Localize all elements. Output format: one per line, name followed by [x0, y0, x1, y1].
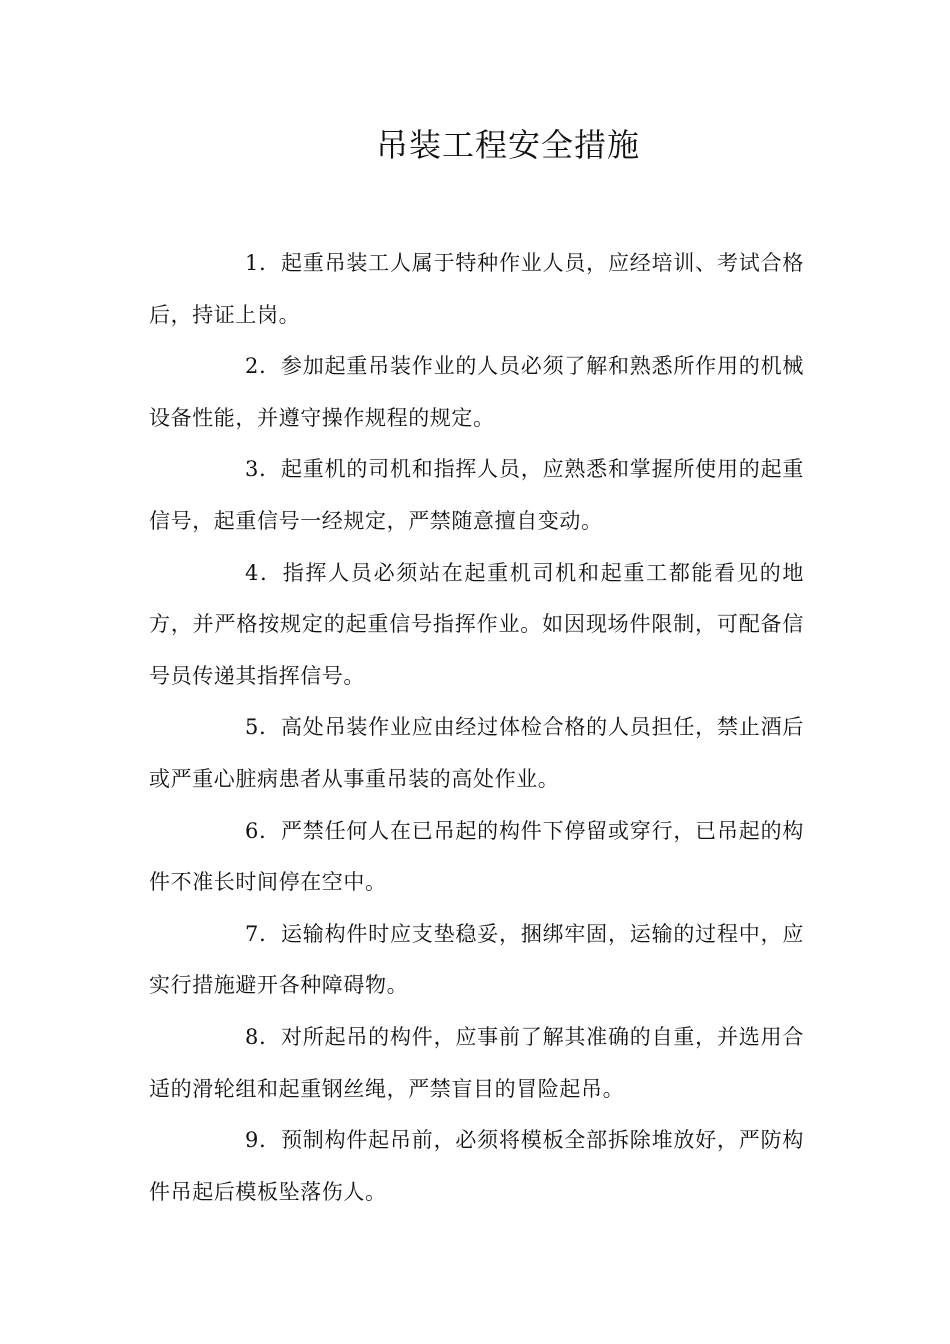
document-title: 吊装工程安全措施: [375, 126, 640, 164]
paragraph-1: 1．起重吊装工人属于特种作业人员，应经培训、考试合格后，持证上岗。: [149, 251, 804, 327]
paragraph-6: 6．严禁任何人在已吊起的构件下停留或穿行，已吊起的构件不准长时间停在空中。: [149, 818, 804, 895]
document-body: [149, 238, 804, 1218]
paragraph-7: 7．运输构件时应支垫稳妥，捆绑牢固，运输的过程中，应实行措施避开各种障碍物。: [149, 921, 804, 998]
paragraph-5: 5．高处吊装作业应由经过体检合格的人员担任，禁止酒后或严重心脏病患者从事重吊装的高处作业。: [149, 715, 804, 791]
paragraph-8: 8．对所起吊的构件，应事前了解其准确的自重，并选用合适的滑轮组和起重钢丝绳，严禁盲目的冒险起吊。: [149, 1024, 804, 1101]
paragraph-3: 3．起重机的司机和指挥人员，应熟悉和掌握所使用的起重信号，起重信号一经规定，严禁随意擅自变动。: [149, 457, 804, 533]
paragraph-2: 2．参加起重吊装作业的人员必须了解和熟悉所作用的机械设备性能，并遵守操作规程的规定。: [149, 354, 804, 430]
paragraph-9: 9．预制构件起吊前，必须将模板全部拆除堆放好，严防构件吊起后模板坠落伤人。: [149, 1128, 804, 1204]
paragraph-4: 4．指挥人员必须站在起重机司机和起重工都能看见的地方，并严格按规定的起重信号指挥作业。如因现场件限制，可配备信号员传递其指挥信号。: [149, 560, 804, 688]
